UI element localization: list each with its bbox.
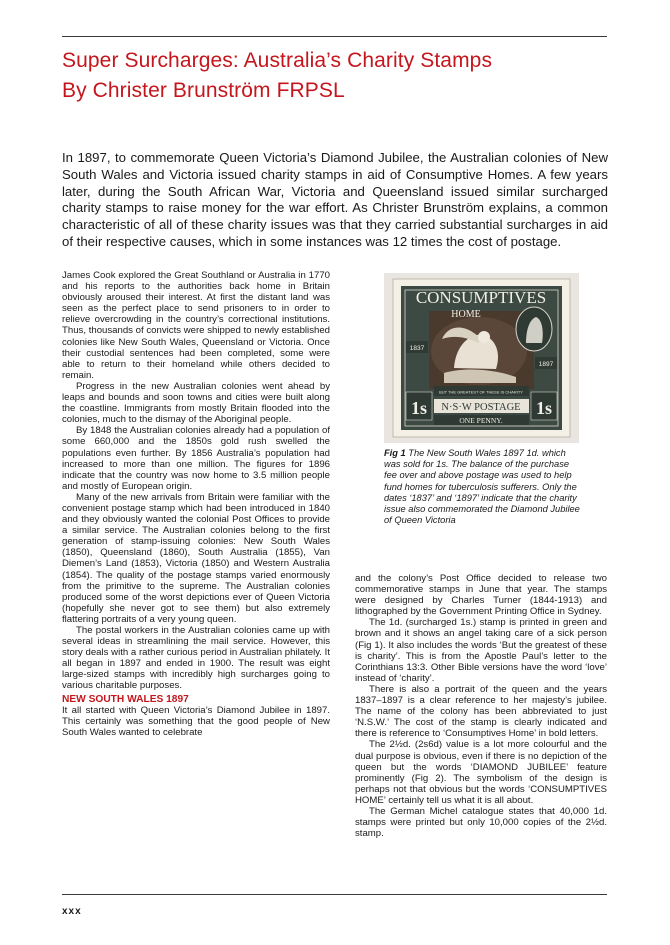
- stamp-year-left: 1837: [409, 345, 425, 352]
- body-paragraph: James Cook explored the Great Southland or Australia in 1770 and his reports to the authorities back home in Britain obviously aroused their interest. At first the distant land was seen as the perfect place to send prisoners to in order to relieve overcrowding in the country’s correctional institutions. Thus, thousands of convicts were shipped to newly established colonies like New South Wales, Queensland or Victoria. Once their custodial sentences had been completed, some were able to return to their homeland while others decided to remain.: [62, 270, 330, 381]
- stamp-image: [384, 273, 579, 443]
- figure-caption: [384, 448, 584, 526]
- body-paragraph: It all started with Queen Victoria’s Diamond Jubilee in 1897. This certainly was something that the good people of New South Wales wanted to celebrate: [62, 704, 330, 738]
- body-paragraph: Many of the new arrivals from Britain were familiar with the convenient postage stamp which had been introduced in 1840 and they obviously wanted the colonial Post Offices to provide a similar service. The Australian colonies belong to the first generation of stamp-issuing colonies: New South Wales (1850), Queensland (1860), South Australia (1855), Van Diemen’s Land (1853), Victoria (1850) and Western Australia (1854). The quality of the postage stamps varied enormously from the primitive to the supreme. The Australian colonies produced some of the worst depictions ever of Queen Victoria (hopefully she never got to see them) but also extremely flattering portraits of a very young queen.: [62, 491, 330, 625]
- article-byline: By Christer Brunström FRPSL: [62, 79, 345, 102]
- section-heading: NEW SOUTH WALES 1897: [62, 693, 189, 705]
- stamp-figure: [384, 273, 579, 443]
- body-paragraph: The 1d. (surcharged 1s.) stamp is printed in green and brown and it shows an angel taking care of a sick person (Fig 1). It also includes the words ‘But the greatest of these is charity’. This is from the Apostle Paul’s letter to the Corinthians 13:3. Other Bible versions have the word ‘love’ instead of ‘charity’.: [355, 617, 607, 684]
- body-paragraph: Progress in the new Australian colonies went ahead by leaps and bounds and soon towns and cities were built along the coastline. Immigrants from mostly Britain flooded into the colonies, much to the dismay of the Aboriginal people.: [62, 380, 330, 426]
- body-paragraph: and the colony’s Post Office decided to release two commemorative stamps in June that year. The stamps were designed by Charles Turner (1844-1913) and lithographed by the Government Printing Office in Sydney.: [355, 573, 607, 618]
- right-column: [355, 573, 607, 839]
- stamp-year-right: 1897: [538, 361, 554, 368]
- article-title: Super Surcharges: Australia’s Charity Stamps: [62, 49, 493, 72]
- body-paragraph: By 1848 the Australian colonies already had a population of some 660,000 and the 1850s gold rush swelled the populations even further. By 1856 Australia’s population had increased to more than one million. The figures for 1896 indicate that the country was now home to 3.5 million people and mostly of European origin.: [62, 425, 330, 492]
- stamp-motto: BUT THE GREATEST OF THESE IS CHARITY: [439, 389, 523, 395]
- page-number: xxx: [62, 906, 82, 917]
- stamp-top-text: CONSUMPTIVES: [415, 288, 547, 307]
- left-column: [62, 270, 330, 738]
- body-paragraph: The postal workers in the Australian colonies came up with several ideas in streamlining the mail service. However, this story deals with a rather curious period in Australian philately. It all began in 1897 and ended in 1900. The result was eight large-sized stamps with incredibly high surcharges going to various charitable purposes.: [62, 625, 330, 692]
- stamp-home-text: HOME: [451, 309, 481, 320]
- body-paragraph: The 2½d. (2s6d) value is a lot more colourful and the dual purpose is obvious, even if there is no depiction of the queen but the words ‘DIAMOND JUBILEE’ feature prominently (Fig 2). The symbolism of the design is perhaps not that obvious but the words ‘CONSUMPTIVES HOME’ certainly tell us what it is all about.: [355, 739, 607, 806]
- stamp-value-right: 1s: [535, 398, 553, 418]
- caption-label: Fig 1: [384, 448, 406, 458]
- caption-text: The New South Wales 1897 1d. which was sold for 1s. The balance of the purchase fee over and above postage was used to help fund homes for tuberculosis sufferers. Only the dates ‘1837’ and ‘1897’ indicate that the charity issue also commemorated the Diamond Jubilee of Queen Victoria: [384, 448, 580, 526]
- top-rule: [62, 36, 607, 37]
- stamp-country-text: N·S·W POSTAGE: [441, 402, 521, 413]
- body-paragraph: The German Michel catalogue states that 40,000 1d. stamps were printed but only 10,000 copies of the 2½d. stamp.: [355, 805, 607, 840]
- lead-paragraph: In 1897, to commemorate Queen Victoria’s Diamond Jubilee, the Australian colonies of New South Wales and Victoria issued charity stamps in aid of Consumptive Homes. A few years later, during the South African War, Victoria and Queensland issued similar surcharged charity stamps to raise money for the war effort. As Christer Brunström explains, a common characteristic of all of these charity issues was that they carried substantial surcharges in aid of their respective causes, which in some instances was 12 times the cost of postage.: [62, 150, 608, 249]
- stamp-value-left: 1s: [410, 398, 428, 418]
- stamp-value-text: ONE PENNY.: [459, 416, 503, 425]
- body-paragraph: There is also a portrait of the queen and the years 1837–1897 is a clear reference to her majesty’s jubilee. The name of the colony has been abbreviated to just ‘N.S.W.’ The cost of the stamp is clearly indicated and there is reference to ‘Consumptives Home’ in bold letters.: [355, 683, 607, 740]
- bottom-rule: [62, 894, 607, 895]
